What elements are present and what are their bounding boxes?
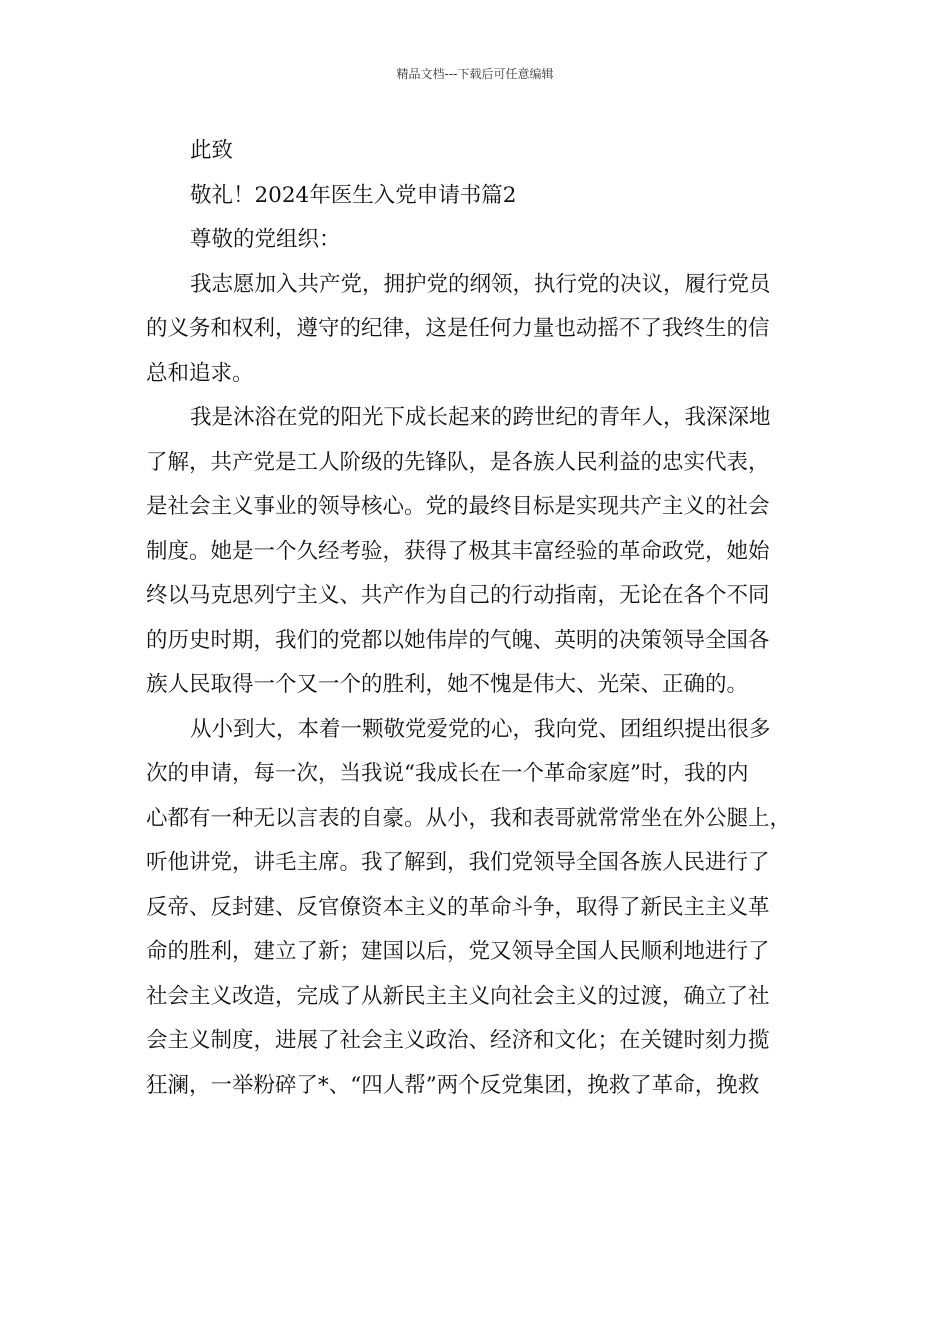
paragraph-line: 的义务和权利，遵守的纪律，这是任何力量也动摇不了我终生的信: [146, 316, 770, 341]
paragraph-line: 狂澜，一举粉碎了*、“四人帮”两个反党集团，挽救了革命，挽救: [146, 1072, 760, 1098]
document-body: [146, 129, 820, 1108]
paragraph-line: 听他讲党，讲毛主席。我了解到，我们党领导全国各族人民进行了: [146, 850, 770, 875]
paragraph-line: 制度。她是一个久经考验，获得了极其丰富经验的革命政党，她始: [146, 538, 770, 564]
paragraph-line: 社会主义改造，完成了从新民主主义向社会主义的过渡，确立了社: [146, 983, 770, 1009]
paragraph-line: 了解，共产党是工人阶级的先锋队，是各族人民利益的忠实代表，: [146, 449, 770, 475]
paragraph-line: 会主义制度，进展了社会主义政治、经济和文化；在关键时刻力揽: [146, 1028, 770, 1053]
paragraph-line: 心都有一种无以言表的自豪。从小，我和表哥就常常坐在外公腿上，: [146, 805, 792, 831]
paragraph-line: 总和追求。: [146, 360, 254, 386]
page-header: 精品文档---下载后可任意编辑: [396, 67, 554, 81]
paragraph-line: 终以马克思列宁主义、共产作为自己的行动指南，无论在各个不同: [146, 583, 770, 608]
paragraph-line: 族人民取得一个又一个的胜利，她不愧是伟大、光荣、正确的。: [146, 672, 749, 697]
paragraph-line: 的历史时期，我们的党都以她伟岸的气魄、英明的决策领导全国各: [146, 627, 770, 653]
greeting: 尊敬的党组织：: [190, 227, 341, 252]
paragraph-line: 我是沐浴在党的阳光下成长起来的跨世纪的青年人，我深深地: [190, 405, 771, 430]
paragraph-line: 从小到大，本着一颗敬党爱党的心，我向党、团组织提出很多: [190, 716, 771, 742]
paragraph-line: 我志愿加入共产党，拥护党的纲领，执行党的决议，履行党员: [190, 271, 771, 297]
paragraph-line: 次的申请，每一次，当我说“我成长在一个革命家庭”时，我的内: [146, 761, 749, 786]
closing-salutation: 此致: [190, 138, 234, 163]
paragraph-line: 反帝、反封建、反官僚资本主义的革命斗争，取得了新民主主义革: [146, 894, 770, 920]
paragraph-line: 是社会主义事业的领导核心。党的最终目标是实现共产主义的社会: [146, 494, 770, 519]
closing-and-title: 敬礼！2024年医生入党申请书篇2: [190, 182, 517, 208]
paragraph-line: 命的胜利，建立了新；建国以后，党又领导全国人民顺利地进行了: [146, 939, 770, 964]
